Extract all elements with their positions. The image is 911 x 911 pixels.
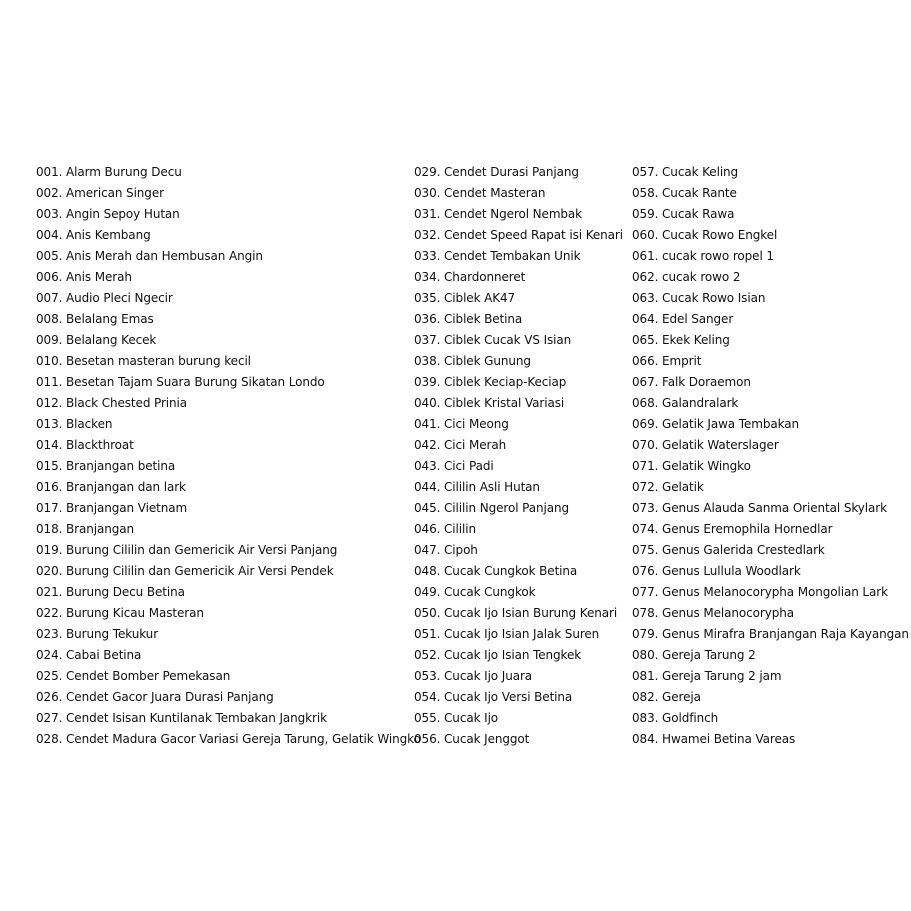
list-item: 033. Cendet Tembakan Unik	[414, 249, 581, 263]
list-item: 050. Cucak Ijo Isian Burung Kenari	[414, 606, 618, 620]
list-item: 054. Cucak Ijo Versi Betina	[414, 690, 573, 704]
list-item: 027. Cendet Isisan Kuntilanak Tembakan Jangkrik	[36, 711, 327, 725]
list-item: 039. Ciblek Keciap-Keciap	[414, 375, 567, 389]
list-item: 037. Ciblek Cucak VS Isian	[414, 333, 572, 347]
list-item: 011. Besetan Tajam Suara Burung Sikatan Londo	[36, 375, 325, 389]
list-item: 006. Anis Merah	[36, 270, 132, 284]
list-item: 003. Angin Sepoy Hutan	[36, 207, 180, 221]
list-item: 058. Cucak Rante	[632, 186, 737, 200]
list-item: 051. Cucak Ijo Isian Jalak Suren	[414, 627, 600, 641]
list-item: 075. Genus Galerida Crestedlark	[632, 543, 825, 557]
list-item: 077. Genus Melanocorypha Mongolian Lark	[632, 585, 888, 599]
list-item: 057. Cucak Keling	[632, 165, 739, 179]
list-item: 078. Genus Melanocorypha	[632, 606, 795, 620]
list-item: 069. Gelatik Jawa Tembakan	[632, 417, 800, 431]
list-item: 070. Gelatik Waterslager	[632, 438, 779, 452]
list-item: 068. Galandralark	[632, 396, 739, 410]
list-item: 028. Cendet Madura Gacor Variasi Gereja Tarung, Gelatik Wingko	[36, 732, 421, 746]
list-item: 018. Branjangan	[36, 522, 135, 536]
list-item: 016. Branjangan dan lark	[36, 480, 186, 494]
list-item: 019. Burung Cililin dan Gemericik Air Versi Panjang	[36, 543, 338, 557]
list-item: 066. Emprit	[632, 354, 702, 368]
list-item: 020. Burung Cililin dan Gemericik Air Versi Pendek	[36, 564, 334, 578]
list-item: 073. Genus Alauda Sanma Oriental Skylark	[632, 501, 887, 515]
list-item: 004. Anis Kembang	[36, 228, 151, 242]
list-item: 071. Gelatik Wingko	[632, 459, 751, 473]
list-item: 047. Cipoh	[414, 543, 478, 557]
list-item: 025. Cendet Bomber Pemekasan	[36, 669, 231, 683]
list-item: 081. Gereja Tarung 2 jam	[632, 669, 782, 683]
list-item: 067. Falk Doraemon	[632, 375, 751, 389]
list-item: 072. Gelatik	[632, 480, 704, 494]
list-item: 043. Cici Padi	[414, 459, 494, 473]
list-item: 045. Cililin Ngerol Panjang	[414, 501, 570, 515]
list-item: 021. Burung Decu Betina	[36, 585, 185, 599]
list-item: 056. Cucak Jenggot	[414, 732, 530, 746]
list-item: 059. Cucak Rawa	[632, 207, 735, 221]
list-item: 008. Belalang Emas	[36, 312, 154, 326]
list-item: 042. Cici Merah	[414, 438, 507, 452]
list-item: 026. Cendet Gacor Juara Durasi Panjang	[36, 690, 274, 704]
list-item: 038. Ciblek Gunung	[414, 354, 531, 368]
list-item: 041. Cici Meong	[414, 417, 509, 431]
list-item: 022. Burung Kicau Masteran	[36, 606, 204, 620]
list-item: 012. Black Chested Prinia	[36, 396, 188, 410]
list-item: 052. Cucak Ijo Isian Tengkek	[414, 648, 582, 662]
list-item: 005. Anis Merah dan Hembusan Angin	[36, 249, 263, 263]
list-item: 084. Hwamei Betina Vareas	[632, 732, 796, 746]
list-item: 061. cucak rowo ropel 1	[632, 249, 774, 263]
list-item: 063. Cucak Rowo Isian	[632, 291, 766, 305]
list-item: 082. Gereja	[632, 690, 701, 704]
list-item: 076. Genus Lullula Woodlark	[632, 564, 801, 578]
list-item: 055. Cucak Ijo	[414, 711, 499, 725]
list-item: 032. Cendet Speed Rapat isi Kenari	[414, 228, 623, 242]
list-item: 036. Ciblek Betina	[414, 312, 523, 326]
list-item: 002. American Singer	[36, 186, 164, 200]
list-item: 044. Cililin Asli Hutan	[414, 480, 540, 494]
list-item: 065. Ekek Keling	[632, 333, 730, 347]
list-item: 080. Gereja Tarung 2	[632, 648, 756, 662]
list-item: 034. Chardonneret	[414, 270, 526, 284]
list-item: 040. Ciblek Kristal Variasi	[414, 396, 565, 410]
list-item: 083. Goldfinch	[632, 711, 719, 725]
list-item: 030. Cendet Masteran	[414, 186, 546, 200]
list-item: 062. cucak rowo 2	[632, 270, 741, 284]
track-column-3	[632, 162, 909, 750]
list-item: 031. Cendet Ngerol Nembak	[414, 207, 583, 221]
list-item: 015. Branjangan betina	[36, 459, 176, 473]
list-item: 001. Alarm Burung Decu	[36, 165, 182, 179]
track-column-2	[414, 162, 623, 750]
list-item: 060. Cucak Rowo Engkel	[632, 228, 778, 242]
list-item: 035. Ciblek AK47	[414, 291, 516, 305]
list-item: 053. Cucak Ijo Juara	[414, 669, 533, 683]
list-item: 014. Blackthroat	[36, 438, 134, 452]
list-item: 013. Blacken	[36, 417, 113, 431]
list-item: 017. Branjangan Vietnam	[36, 501, 188, 515]
list-item: 029. Cendet Durasi Panjang	[414, 165, 579, 179]
list-item: 024. Cabai Betina	[36, 648, 142, 662]
track-column-1	[36, 162, 421, 750]
list-item: 049. Cucak Cungkok	[414, 585, 536, 599]
list-item: 074. Genus Eremophila Hornedlar	[632, 522, 833, 536]
list-item: 007. Audio Pleci Ngecir	[36, 291, 173, 305]
list-item: 048. Cucak Cungkok Betina	[414, 564, 578, 578]
list-item: 023. Burung Tekukur	[36, 627, 159, 641]
list-item: 010. Besetan masteran burung kecil	[36, 354, 251, 368]
list-item: 009. Belalang Kecek	[36, 333, 157, 347]
list-item: 064. Edel Sanger	[632, 312, 734, 326]
list-item: 046. Cililin	[414, 522, 476, 536]
list-item: 079. Genus Mirafra Branjangan Raja Kayangan	[632, 627, 909, 641]
